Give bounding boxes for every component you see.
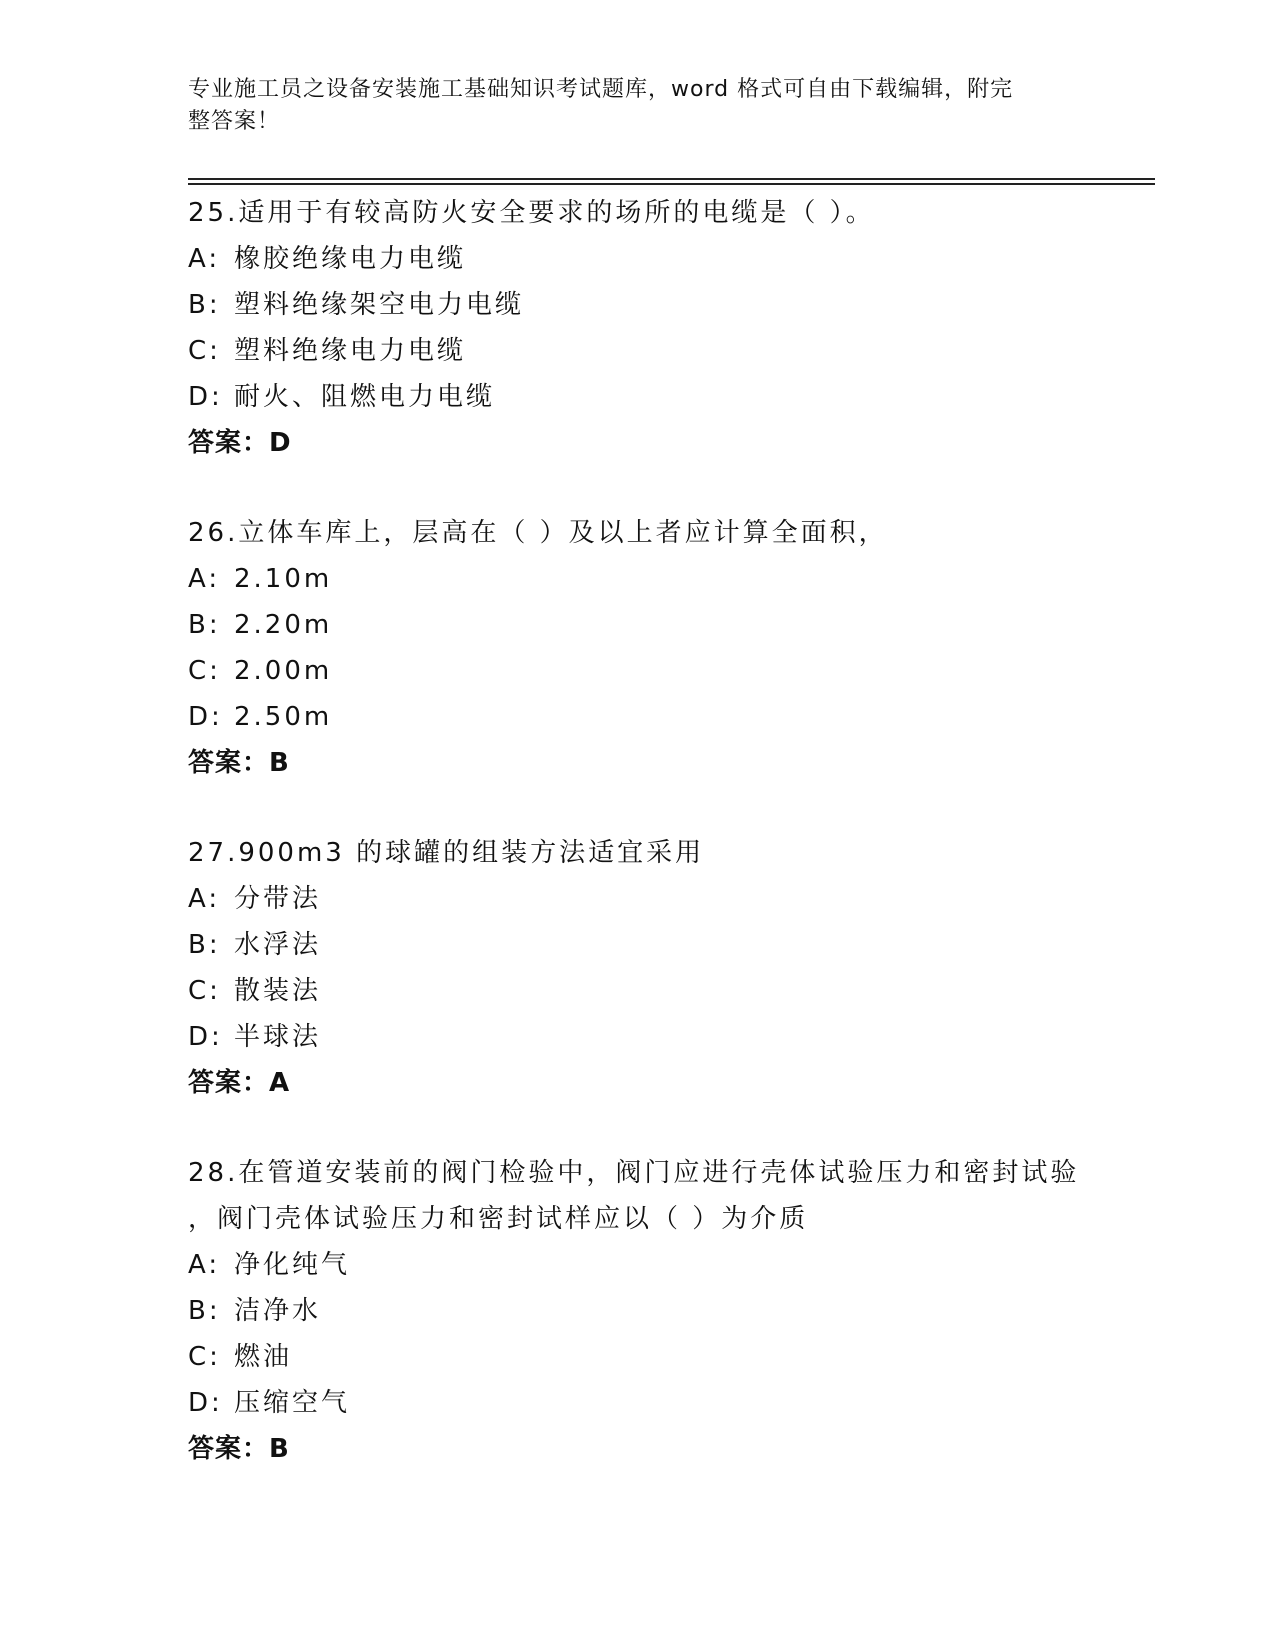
- option-c: [188, 968, 1088, 1014]
- option-letter: C:: [188, 1342, 221, 1372]
- option-c: [188, 328, 1088, 374]
- answer-line: 答案：D: [188, 428, 292, 458]
- option-c: [188, 1334, 1088, 1380]
- option-letter: C:: [188, 976, 221, 1006]
- option-b: [188, 1288, 1088, 1334]
- option-a: [188, 236, 1088, 282]
- option-letter: B:: [188, 1296, 221, 1326]
- option-text: 半球法: [234, 1022, 322, 1052]
- option-letter: B:: [188, 610, 221, 640]
- option-d: [188, 374, 1088, 420]
- header-line-1: 专业施工员之设备安装施工基础知识考试题库，word 格式可自由下载编辑，附完: [188, 77, 1014, 102]
- document-header: [188, 74, 1068, 138]
- option-a: [188, 876, 1088, 922]
- option-text: 2.00m: [234, 656, 333, 686]
- option-text: 耐火、阻燃电力电缆: [234, 382, 496, 412]
- option-letter: A:: [188, 884, 221, 914]
- question-stem: 28.在管道安装前的阀门检验中，阀门应进行壳体试验压力和密封试验: [188, 1158, 1080, 1188]
- option-letter: B:: [188, 290, 221, 320]
- option-text: 2.10m: [234, 564, 333, 594]
- answer-line: 答案：B: [188, 748, 290, 778]
- option-text: 塑料绝缘电力电缆: [234, 336, 467, 366]
- option-text: 橡胶绝缘电力电缆: [234, 244, 467, 274]
- answer-line: 答案：A: [188, 1068, 291, 1098]
- option-d: [188, 1380, 1088, 1426]
- question-stem: 26.立体车库上，层高在（ ）及以上者应计算全面积，: [188, 518, 888, 548]
- question-27: [188, 830, 1088, 1106]
- option-text: 2.50m: [234, 702, 333, 732]
- option-text: 塑料绝缘架空电力电缆: [234, 290, 525, 320]
- option-letter: A:: [188, 564, 221, 594]
- option-letter: A:: [188, 244, 221, 274]
- header-divider-top: [188, 178, 1155, 180]
- option-c: [188, 648, 1088, 694]
- option-a: [188, 1242, 1088, 1288]
- option-letter: D:: [188, 1022, 223, 1052]
- option-text: 洁净水: [234, 1296, 322, 1326]
- option-text: 分带法: [234, 884, 322, 914]
- question-stem: 25.适用于有较高防火安全要求的场所的电缆是（ ）。: [188, 198, 875, 228]
- option-text: 净化纯气: [234, 1250, 351, 1280]
- question-26: [188, 510, 1088, 786]
- option-b: [188, 282, 1088, 328]
- option-b: [188, 922, 1088, 968]
- option-letter: C:: [188, 656, 221, 686]
- option-d: [188, 694, 1088, 740]
- answer-line: 答案：B: [188, 1434, 290, 1464]
- header-divider-bottom: [188, 183, 1155, 185]
- option-d: [188, 1014, 1088, 1060]
- option-letter: A:: [188, 1250, 221, 1280]
- header-line-2: 整答案！: [188, 109, 281, 134]
- option-letter: C:: [188, 336, 221, 366]
- question-28: [188, 1150, 1088, 1472]
- option-b: [188, 602, 1088, 648]
- option-letter: D:: [188, 1388, 223, 1418]
- question-25: [188, 190, 1088, 466]
- option-a: [188, 556, 1088, 602]
- option-letter: B:: [188, 930, 221, 960]
- question-stem: 27.900m3 的球罐的组装方法适宜采用: [188, 838, 705, 868]
- option-letter: D:: [188, 702, 223, 732]
- option-text: 散装法: [234, 976, 322, 1006]
- option-text: 燃油: [234, 1342, 293, 1372]
- option-text: 2.20m: [234, 610, 333, 640]
- option-text: 水浮法: [234, 930, 322, 960]
- question-stem-continued: ，阀门壳体试验压力和密封试样应以（ ）为介质: [188, 1204, 809, 1234]
- option-text: 压缩空气: [234, 1388, 351, 1418]
- option-letter: D:: [188, 382, 223, 412]
- question-list: [188, 190, 1088, 1516]
